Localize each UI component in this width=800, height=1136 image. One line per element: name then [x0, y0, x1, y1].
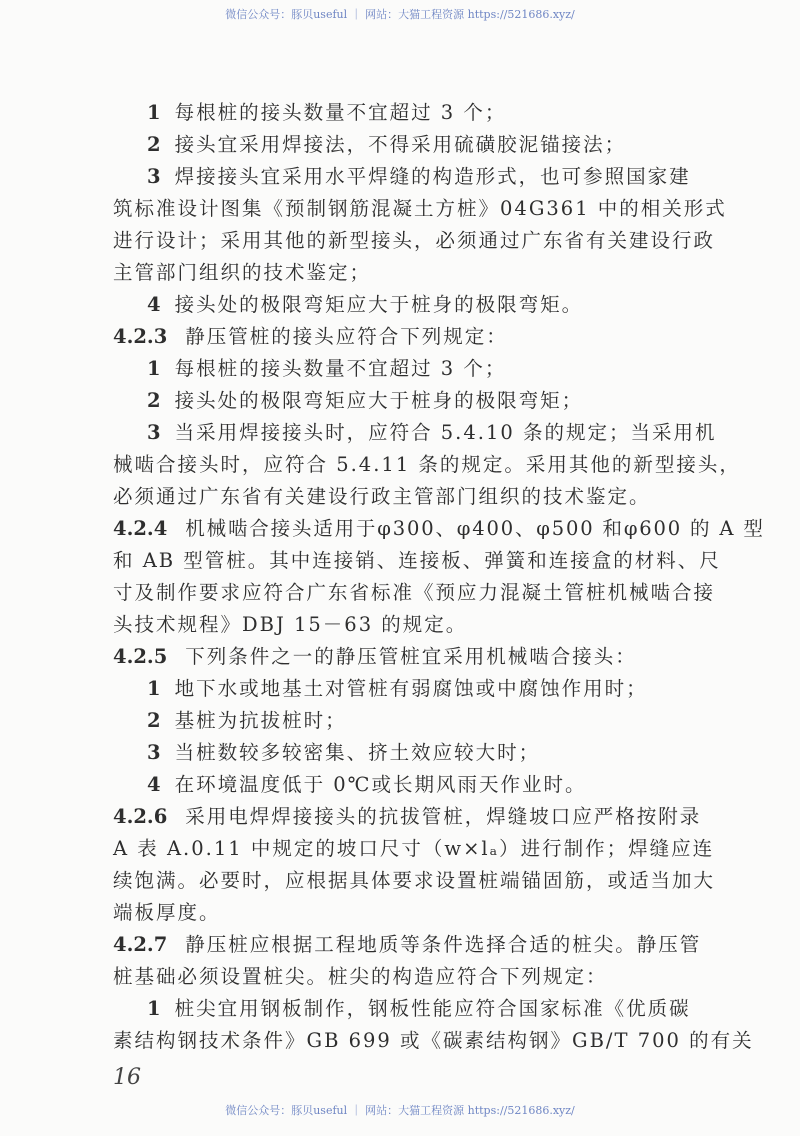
clause-number: 4.2.3: [113, 325, 168, 348]
page-number: 16: [113, 1065, 141, 1090]
line-text: 每根桩的接头数量不宜超过 3 个；: [174, 357, 507, 380]
line-text: 当桩数较多较密集、挤土效应较大时；: [174, 741, 541, 764]
line-text: 当采用焊接接头时，应符合 5.4.10 条的规定；当采用机: [174, 421, 717, 444]
item-line: [113, 769, 765, 801]
clause-number: 4.2.7: [113, 933, 168, 956]
item-number: 1: [147, 997, 161, 1020]
line-text: 静压管桩的接头应符合下列规定：: [185, 325, 508, 348]
item-line: [113, 289, 765, 321]
line-text: 和 AB 型管桩。其中连接销、连接板、弹簧和连接盒的材料、尺: [113, 549, 721, 572]
item-line: [113, 161, 765, 193]
line-text: 接头宜采用焊接法，不得采用硫磺胶泥锚接法；: [174, 133, 627, 156]
clause-line: [113, 321, 765, 353]
clause-number: 4.2.4: [113, 517, 168, 540]
clause-line: [113, 641, 765, 673]
item-number: 3: [147, 741, 161, 764]
text-line: [113, 1025, 765, 1057]
item-number: 4: [147, 773, 161, 796]
line-text: 采用电焊焊接接头的抗拔管桩，焊缝坡口应严格按附录: [185, 805, 702, 828]
line-text: 筑标准设计图集《预制钢筋混凝土方桩》04G361 中的相关形式: [113, 197, 727, 220]
line-text: 下列条件之一的静压管桩宜采用机械啮合接头：: [185, 645, 637, 668]
line-text: 端板厚度。: [113, 901, 221, 924]
line-text: 在环境温度低于 0℃或长期风雨天作业时。: [174, 773, 587, 796]
line-text: 械啮合接头时，应符合 5.4.11 条的规定。采用其他的新型接头，: [113, 453, 741, 476]
text-line: [113, 481, 765, 513]
item-line: [113, 737, 765, 769]
line-text: A 表 A.0.11 中规定的坡口尺寸（w×lₐ）进行制作；焊缝应连: [113, 837, 715, 860]
item-number: 3: [147, 165, 161, 188]
item-line: [113, 673, 765, 705]
item-number: 2: [147, 709, 161, 732]
item-line: [113, 129, 765, 161]
line-text: 续饱满。必要时，应根据具体要求设置桩端锚固筋，或适当加大: [113, 869, 716, 892]
item-number: 1: [147, 677, 161, 700]
line-text: 桩基础必须设置桩尖。桩尖的构造应符合下列规定：: [113, 965, 608, 988]
item-line: [113, 993, 765, 1025]
text-line: [113, 897, 765, 929]
line-text: 机械啮合接头适用于φ300、φ400、φ500 和φ600 的 A 型: [185, 517, 765, 540]
item-number: 2: [147, 389, 161, 412]
item-line: [113, 417, 765, 449]
line-text: 每根桩的接头数量不宜超过 3 个；: [174, 101, 507, 124]
item-line: [113, 385, 765, 417]
clause-number: 4.2.6: [113, 805, 168, 828]
text-line: [113, 577, 765, 609]
item-number: 4: [147, 293, 161, 316]
watermark-top: 微信公众号：豚贝useful ｜ 网站：大猫工程资源 https://521686.xyz/: [225, 8, 575, 21]
item-number: 1: [147, 101, 161, 124]
item-number: 1: [147, 357, 161, 380]
clause-number: 4.2.5: [113, 645, 168, 668]
clause-line: [113, 513, 765, 545]
clause-line: [113, 801, 765, 833]
line-text: 进行设计；采用其他的新型接头，必须通过广东省有关建设行政: [113, 229, 716, 252]
line-text: 静压桩应根据工程地质等条件选择合适的桩尖。静压管: [185, 933, 702, 956]
document-body: [113, 97, 765, 1057]
text-line: [113, 449, 765, 481]
line-text: 桩尖宜用钢板制作，钢板性能应符合国家标准《优质碳: [174, 997, 691, 1020]
item-number: 3: [147, 421, 161, 444]
item-number: 2: [147, 133, 161, 156]
text-line: [113, 257, 765, 289]
line-text: 接头处的极限弯矩应大于桩身的极限弯矩；: [174, 389, 584, 412]
line-text: 寸及制作要求应符合广东省标准《预应力混凝土管桩机械啮合接: [113, 581, 716, 604]
item-line: [113, 353, 765, 385]
text-line: [113, 193, 765, 225]
watermark-bottom: 微信公众号：豚贝useful ｜ 网站：大猫工程资源 https://521686.xyz/: [225, 1104, 575, 1117]
text-line: [113, 865, 765, 897]
line-text: 主管部门组织的技术鉴定；: [113, 261, 372, 284]
text-line: [113, 833, 765, 865]
line-text: 接头处的极限弯矩应大于桩身的极限弯矩。: [174, 293, 584, 316]
line-text: 基桩为抗拔桩时；: [174, 709, 347, 732]
line-text: 地下水或地基土对管桩有弱腐蚀或中腐蚀作用时；: [174, 677, 648, 700]
item-line: [113, 705, 765, 737]
line-text: 头技术规程》DBJ 15－63 的规定。: [113, 613, 468, 636]
text-line: [113, 961, 765, 993]
line-text: 焊接接头宜采用水平焊缝的构造形式，也可参照国家建: [174, 165, 691, 188]
text-line: [113, 225, 765, 257]
text-line: [113, 609, 765, 641]
clause-line: [113, 929, 765, 961]
line-text: 必须通过广东省有关建设行政主管部门组织的技术鉴定。: [113, 485, 651, 508]
item-line: [113, 97, 765, 129]
line-text: 素结构钢技术条件》GB 699 或《碳素结构钢》GB/T 700 的有关: [113, 1029, 754, 1052]
text-line: [113, 545, 765, 577]
